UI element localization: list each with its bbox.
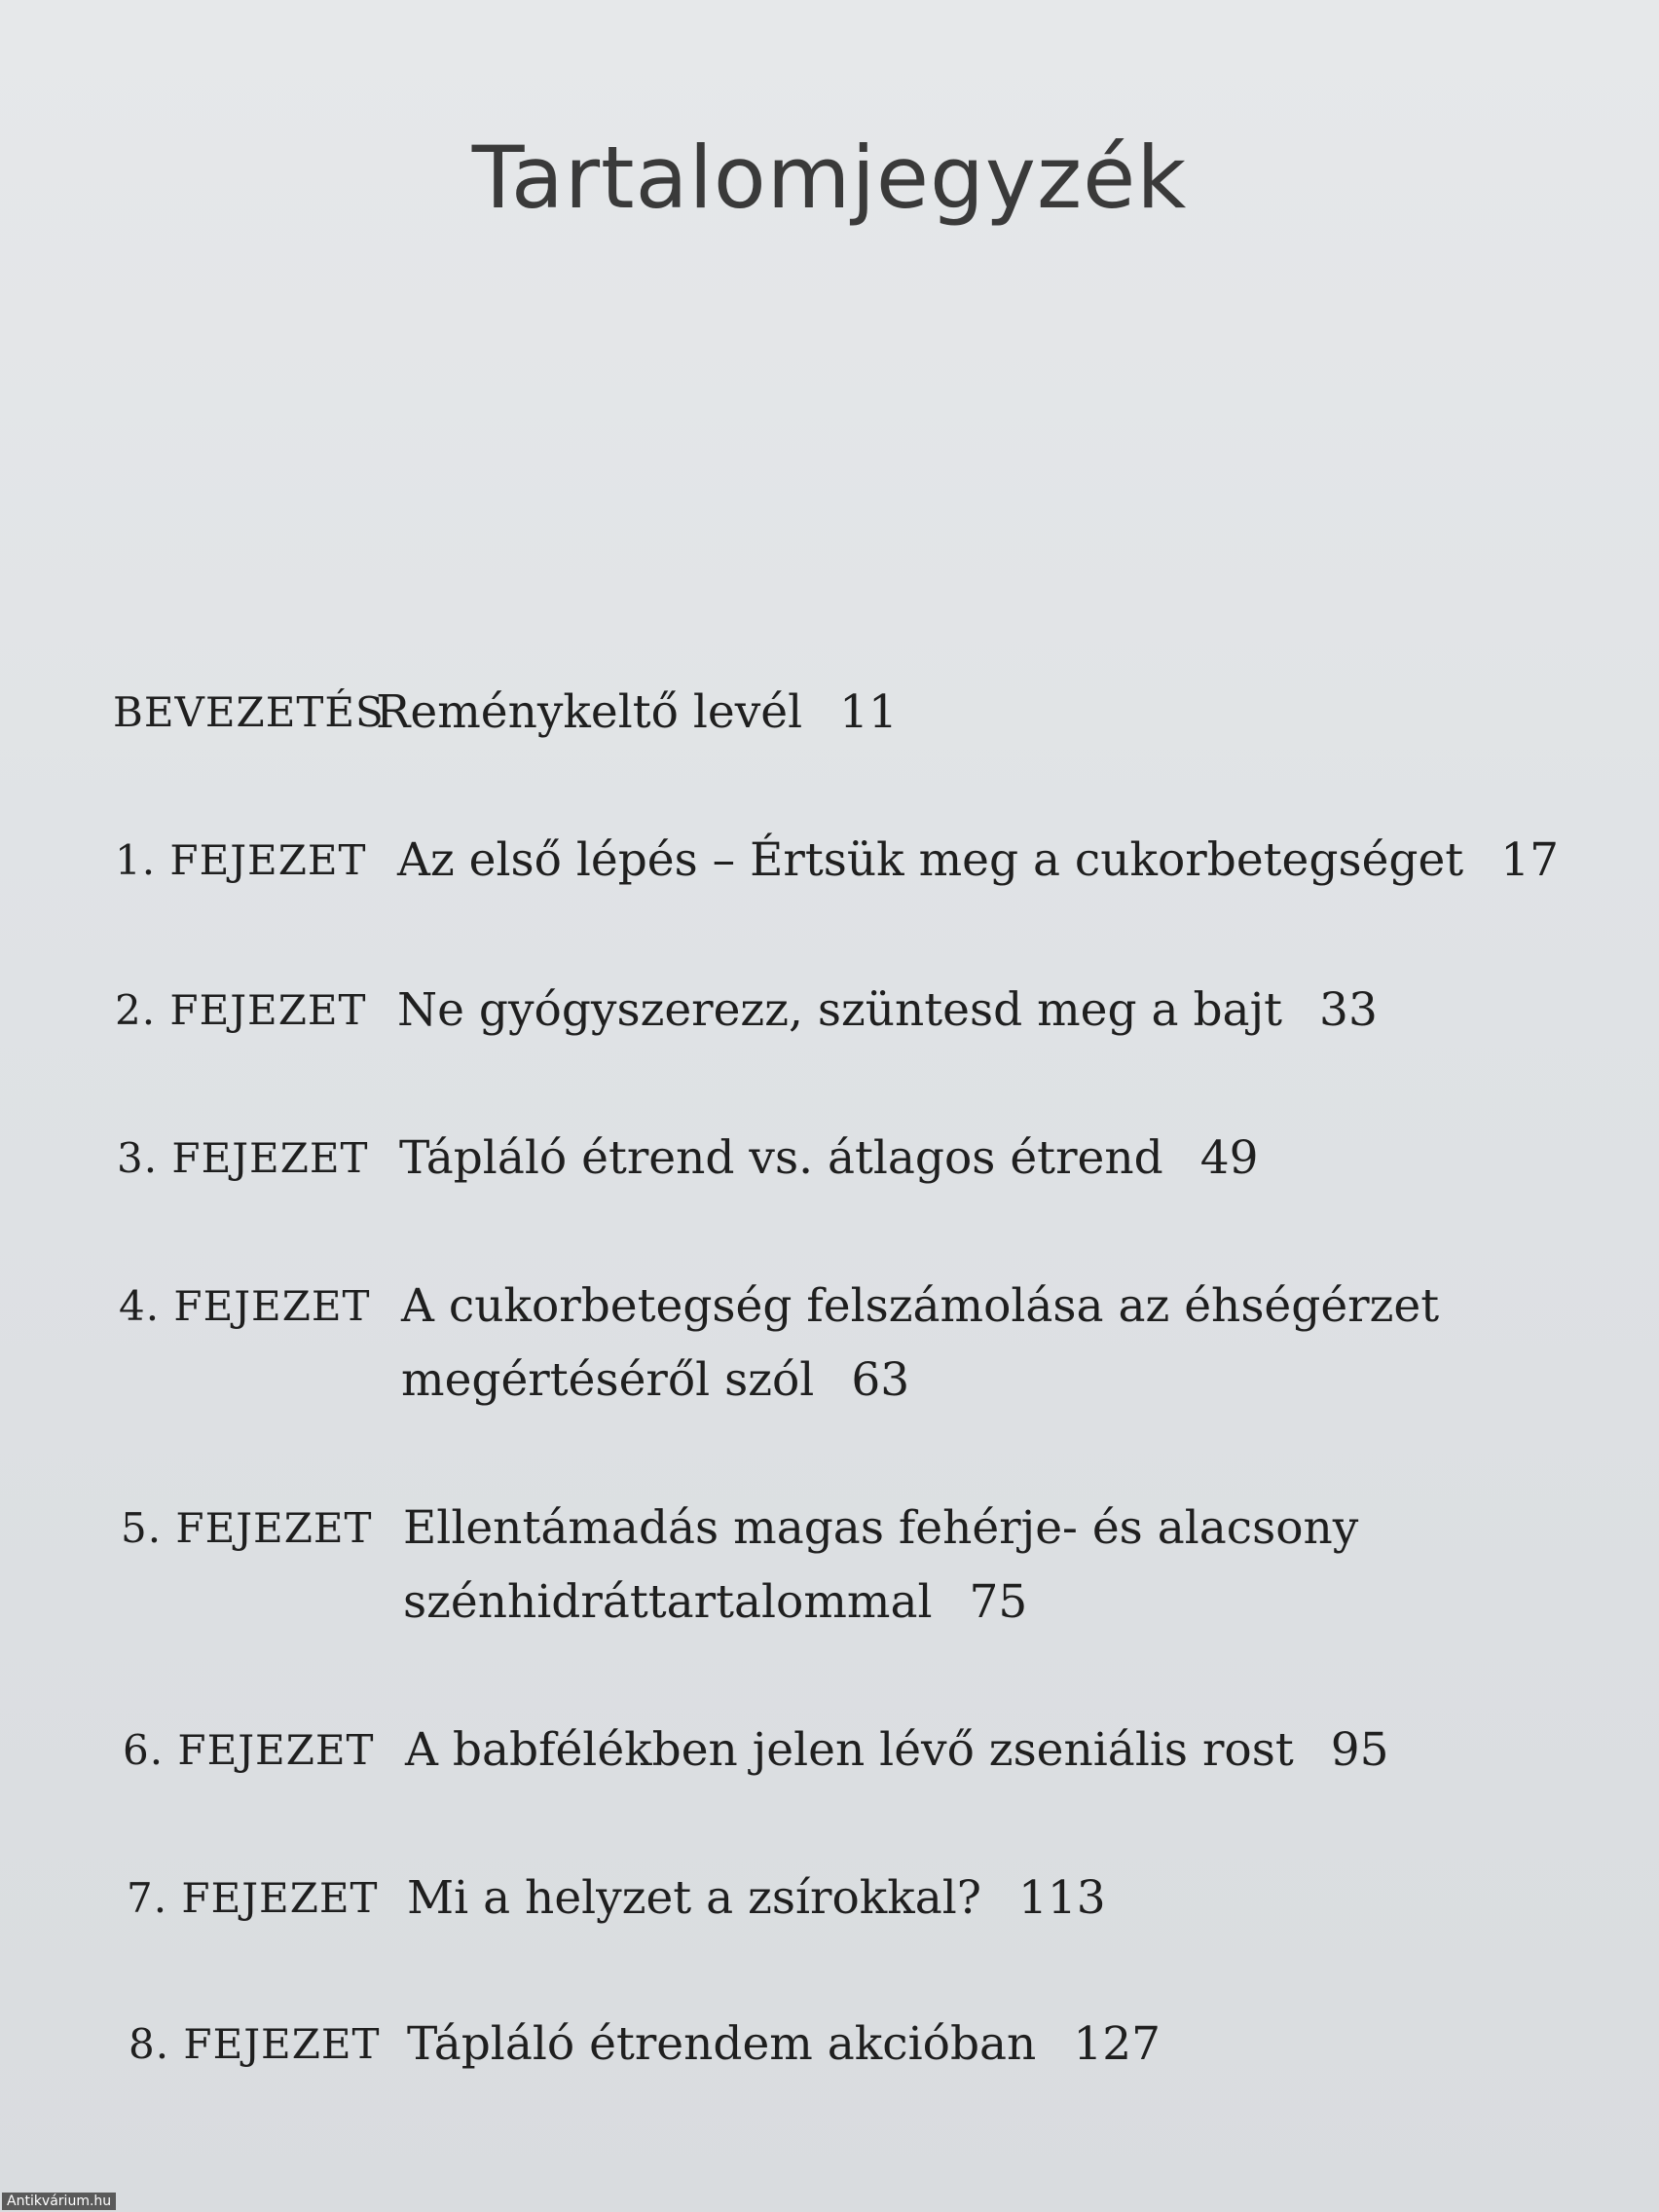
toc-entry-page: 63 (851, 1353, 910, 1407)
toc-entry-title (376, 676, 898, 750)
toc-entry-label: 1. FEJEZET (115, 836, 367, 884)
toc-entry-title (401, 1270, 1439, 1418)
toc-entry-title-line: szénhidráttartalommal (403, 1575, 933, 1629)
toc-entry-title-line: Az első lépés – Értsük meg a cukorbetegséget (397, 833, 1464, 887)
toc-entry-title (407, 2008, 1161, 2082)
toc-entry-label: 3. FEJEZET (117, 1134, 369, 1182)
watermark: Antikvárium.hu (2, 2193, 116, 2210)
toc-entry-title-line: Tápláló étrendem akcióban (407, 2017, 1037, 2071)
toc-entry-page: 49 (1199, 1131, 1259, 1185)
toc-entry-page: 11 (839, 685, 898, 739)
toc-entry-page: 75 (969, 1575, 1028, 1629)
toc-entry-title-line: Tápláló étrend vs. átlagos étrend (399, 1131, 1163, 1185)
toc-entry-title (405, 1714, 1389, 1788)
toc-entry-title (397, 974, 1378, 1048)
toc-entry-title-line: Ellentámadás magas fehérje- és alacsony (403, 1501, 1359, 1555)
toc-entry-title (399, 1122, 1259, 1196)
toc-entry-page: 33 (1319, 983, 1378, 1037)
toc-entry-label: 8. FEJEZET (129, 2020, 381, 2068)
toc-entry-title (407, 1862, 1106, 1936)
toc-entry-title-line: Mi a helyzet a zsírokkal? (407, 1871, 981, 1925)
toc-entry-label: 7. FEJEZET (127, 1874, 379, 1922)
toc-entry-title (397, 824, 1559, 898)
toc-entry-label: 2. FEJEZET (115, 986, 367, 1034)
toc-entry-label: BEVEZETÉS (113, 688, 385, 736)
page-title: Tartalomjegyzék (471, 127, 1188, 228)
toc-entry-title-line: A babfélékben jelen lévő zseniális rost (405, 1723, 1294, 1777)
toc-entry-page: 127 (1073, 2017, 1161, 2071)
toc-entry-page: 95 (1330, 1723, 1389, 1777)
toc-entry-title-line: A cukorbetegség felszámolása az éhségérzet (401, 1279, 1440, 1333)
toc-entry-label: 6. FEJEZET (123, 1726, 375, 1774)
toc-entry-label: 4. FEJEZET (119, 1282, 371, 1330)
toc-entry-label: 5. FEJEZET (121, 1504, 373, 1552)
toc-entry-title (403, 1492, 1358, 1640)
toc-entry-title-line: Ne gyógyszerezz, szüntesd meg a bajt (397, 983, 1283, 1037)
toc-entry-title-line: megértéséről szól (401, 1353, 815, 1407)
toc-entry-title-line: Reménykeltő levél (376, 685, 803, 739)
toc-entry-page: 113 (1017, 1871, 1106, 1925)
toc-entry-page: 17 (1500, 833, 1559, 887)
